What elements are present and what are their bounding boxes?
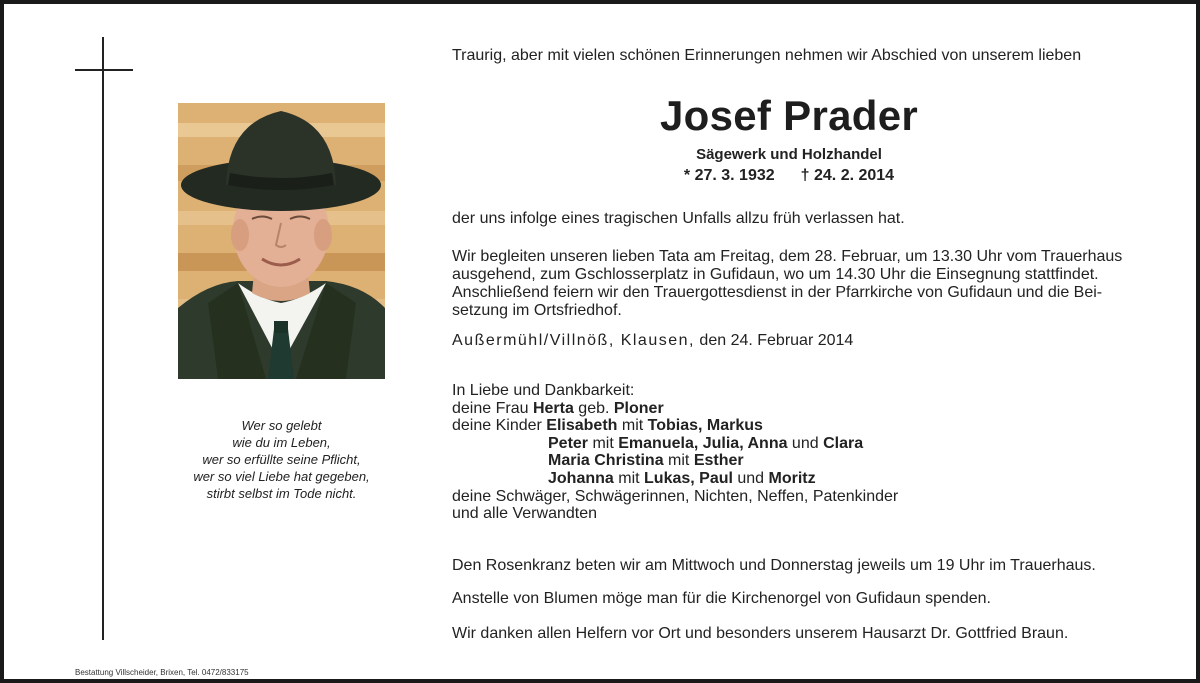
funeral-line: ausgehend, zum Gschlosserplatz in Gufidaun, wo um 14.30 Uhr die Einsegnung stattfindet. [452,266,1099,283]
cross-horizontal-bar [75,69,133,71]
company-line: Sägewerk und Holzhandel [696,146,882,163]
family-member-name: Esther [693,452,744,470]
notice-date: den 24. Februar 2014 [699,332,854,349]
family-member-name: Moritz [768,469,816,487]
family-child [452,470,898,488]
flowers-text: Anstelle von Blumen möge man für die Kirchenorgel von Gufidaun spenden. [452,590,991,607]
family-text: mit [588,434,619,452]
family-member-name: Clara [823,434,864,452]
family-member-name: Ploner [613,399,664,417]
rosary-text: Den Rosenkranz beten wir am Mittwoch und Donnerstag jeweils um 19 Uhr im Trauerhaus. [452,557,1096,574]
family-member-name: Johanna [548,469,614,487]
place-and-date [452,332,853,350]
life-dates [452,167,1126,185]
family-text: mit [663,452,694,470]
family-member-name: Emanuela, Julia, Anna [618,434,788,452]
intro-text: Traurig, aber mit vielen schönen Erinnerungen nehmen wir Abschied von unserem lieben [452,47,1082,64]
poem-line: wie du im Leben, [232,435,331,450]
death-date: † 24. 2. 2014 [800,167,895,184]
family-list [452,382,898,523]
family-wife [452,400,898,418]
birth-date: * 27. 3. 1932 [683,167,775,184]
poem-line: Wer so gelebt [241,418,322,433]
family-member-name: Lukas, Paul [644,469,733,487]
cross-vertical-bar [102,37,104,640]
poem-line: wer so viel Liebe hat gegeben, [193,469,370,484]
place-name: Außermühl/Villnöß, Klausen, [452,332,695,349]
portrait-photo [178,103,385,379]
family-text: deine Kinder [452,417,547,435]
family-child [452,417,898,435]
family-relatives: und alle Verwandten [452,505,597,523]
family-member-name: Peter [548,434,589,452]
subtitle-text: der uns infolge eines tragischen Unfalls allzu früh verlassen hat. [452,210,905,227]
funeral-home-credit: Bestattung Villscheider, Brixen, Tel. 0472/833175 [75,668,249,677]
thanks-text: Wir danken allen Helfern vor Ort und besonders unserem Hausarzt Dr. Gottfried Braun. [452,625,1069,642]
family-text: deine Frau [452,399,533,417]
funeral-line: Anschließend feiern wir den Trauergottesdienst in der Pfarrkirche von Gufidaun und die Bei- [452,284,1103,301]
funeral-announcement [452,248,1122,320]
family-member-name: Tobias, Markus [647,417,763,435]
family-child [452,435,898,453]
family-inlaws: deine Schwäger, Schwägerinnen, Nichten, Neffen, Patenkinder [452,487,899,505]
family-member-name: Maria Christina [548,452,664,470]
funeral-line: setzung im Ortsfriedhof. [452,302,622,319]
poem-line: wer so erfüllte seine Pflicht, [202,452,361,467]
family-text: geb. [573,399,614,417]
family-member-name: Herta [532,399,574,417]
family-child [452,452,898,470]
family-text: mit [617,417,648,435]
deceased-name: Josef Prader [659,92,919,139]
memorial-poem [154,417,409,502]
family-text: und [732,469,769,487]
poem-line: stirbt selbst im Tode nicht. [206,486,357,501]
funeral-line: Wir begleiten unseren lieben Tata am Freitag, dem 28. Februar, um 13.30 Uhr vom Trauerhaus [452,248,1123,265]
family-text: und [787,434,824,452]
family-text: mit [613,469,645,487]
family-member-name: Elisabeth [546,417,618,435]
family-heading: In Liebe und Dankbarkeit: [452,382,635,399]
